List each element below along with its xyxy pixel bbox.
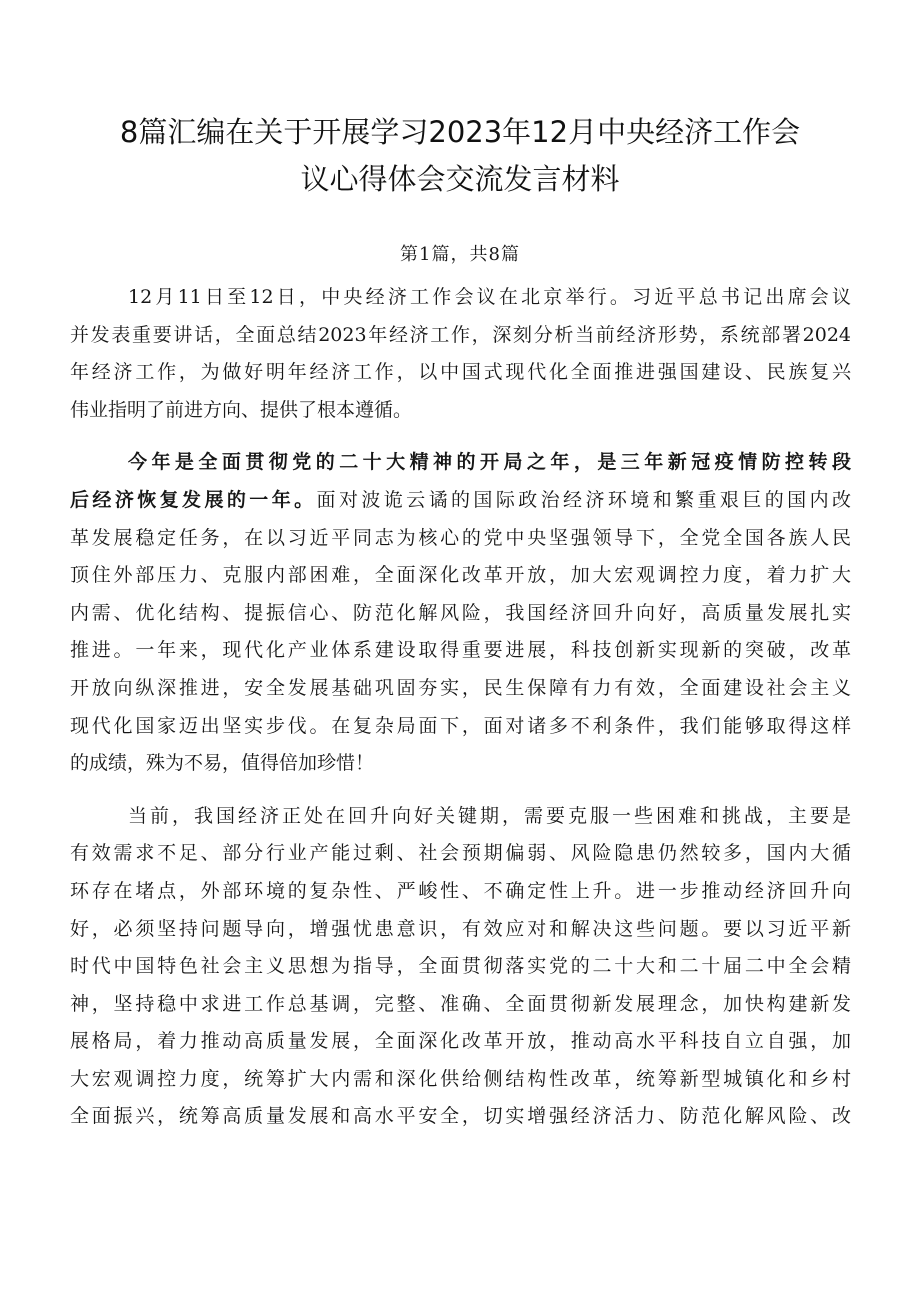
text-line: 大宏观调控力度，统筹扩大内需和深化供给侧结构性改革，统筹新型城镇化和乡村 <box>70 1067 851 1090</box>
text-line: 开放向纵深推进，安全发展基础巩固夯实，民生保障有力有效，全面建设社会主义 <box>70 676 851 699</box>
text-line: 伟业指明了前进方向、提供了根本遵循。 <box>70 398 413 421</box>
text-line <box>70 482 851 520</box>
text-line: 现代化国家迈出坚实步伐。在复杂局面下，面对诸多不利条件，我们能够取得这样 <box>70 714 851 737</box>
text-line: 推进。一年来，现代化产业体系建设取得重要进展，科技创新实现新的突破，改革 <box>70 639 851 662</box>
text-line: 当前，我国经济正处在回升向好关键期，需要克服一些困难和挑战，主要是 <box>128 804 851 827</box>
bold-lead-text: 今年是全面贯彻党的二十大精神的开局之年，是三年新冠疫情防控转段 <box>128 451 851 474</box>
body-text: 面对波诡云谲的国际政治经济环境和繁重艰巨的国内改 <box>316 488 851 511</box>
bold-lead-text: 后经济恢复发展的一年。 <box>70 488 317 511</box>
text-line: 内需、优化结构、提振信心、防范化解风险，我国经济回升向好，高质量发展扎实 <box>70 601 851 624</box>
title-line: 8篇汇编在关于开展学习2023年12月中央经济工作会 <box>119 115 801 149</box>
text-line: 全面振兴，统筹高质量发展和高水平安全，切实增强经济活力、防范化解风险、改 <box>70 1105 851 1128</box>
text-line: 顶住外部压力、克服内部困难，全面深化改革开放，加大宏观调控力度，着力扩大 <box>70 564 851 587</box>
text-line: 神，坚持稳中求进工作总基调，完整、准确、全面贯彻新发展理念，加快构建新发 <box>70 992 851 1015</box>
paragraph <box>70 798 851 1136</box>
text-line: 革发展稳定任务，在以习近平同志为核心的党中央坚强领导下，全党全国各族人民 <box>70 526 851 549</box>
text-line: 并发表重要讲话，全面总结2023年经济工作，深刻分析当前经济形势，系统部署2024 <box>70 323 851 346</box>
text-line: 展格局，着力推动高质量发展，全面深化改革开放，推动高水平科技自立自强，加 <box>70 1030 851 1053</box>
text-line: 12月11日至12日，中央经济工作会议在北京举行。习近平总书记出席会议 <box>128 286 851 308</box>
document-body <box>70 279 851 1151</box>
document-title <box>40 109 880 203</box>
title-line: 议心得体会交流发言材料 <box>300 162 620 196</box>
text-line: 年经济工作，为做好明年经济工作，以中国式现代化全面推进强国建设、民族复兴 <box>70 361 851 384</box>
paragraph <box>70 444 851 782</box>
text-line: 的成绩，殊为不易，值得倍加珍惜！ <box>70 752 375 775</box>
text-line: 好，必须坚持问题导向，增强忧患意识，有效应对和解决这些问题。要以习近平新 <box>70 917 851 940</box>
text-line: 环存在堵点，外部环境的复杂性、严峻性、不确定性上升。进一步推动经济回升向 <box>70 879 851 902</box>
text-line <box>70 444 851 482</box>
text-line: 有效需求不足、部分行业产能过剩、社会预期偏弱、风险隐患仍然较多，国内大循 <box>70 842 851 865</box>
text-line: 时代中国特色社会主义思想为指导，全面贯彻落实党的二十大和二十届二中全会精 <box>70 955 851 978</box>
paragraph <box>70 279 851 429</box>
part-label: 第1篇，共8篇 <box>400 244 520 265</box>
